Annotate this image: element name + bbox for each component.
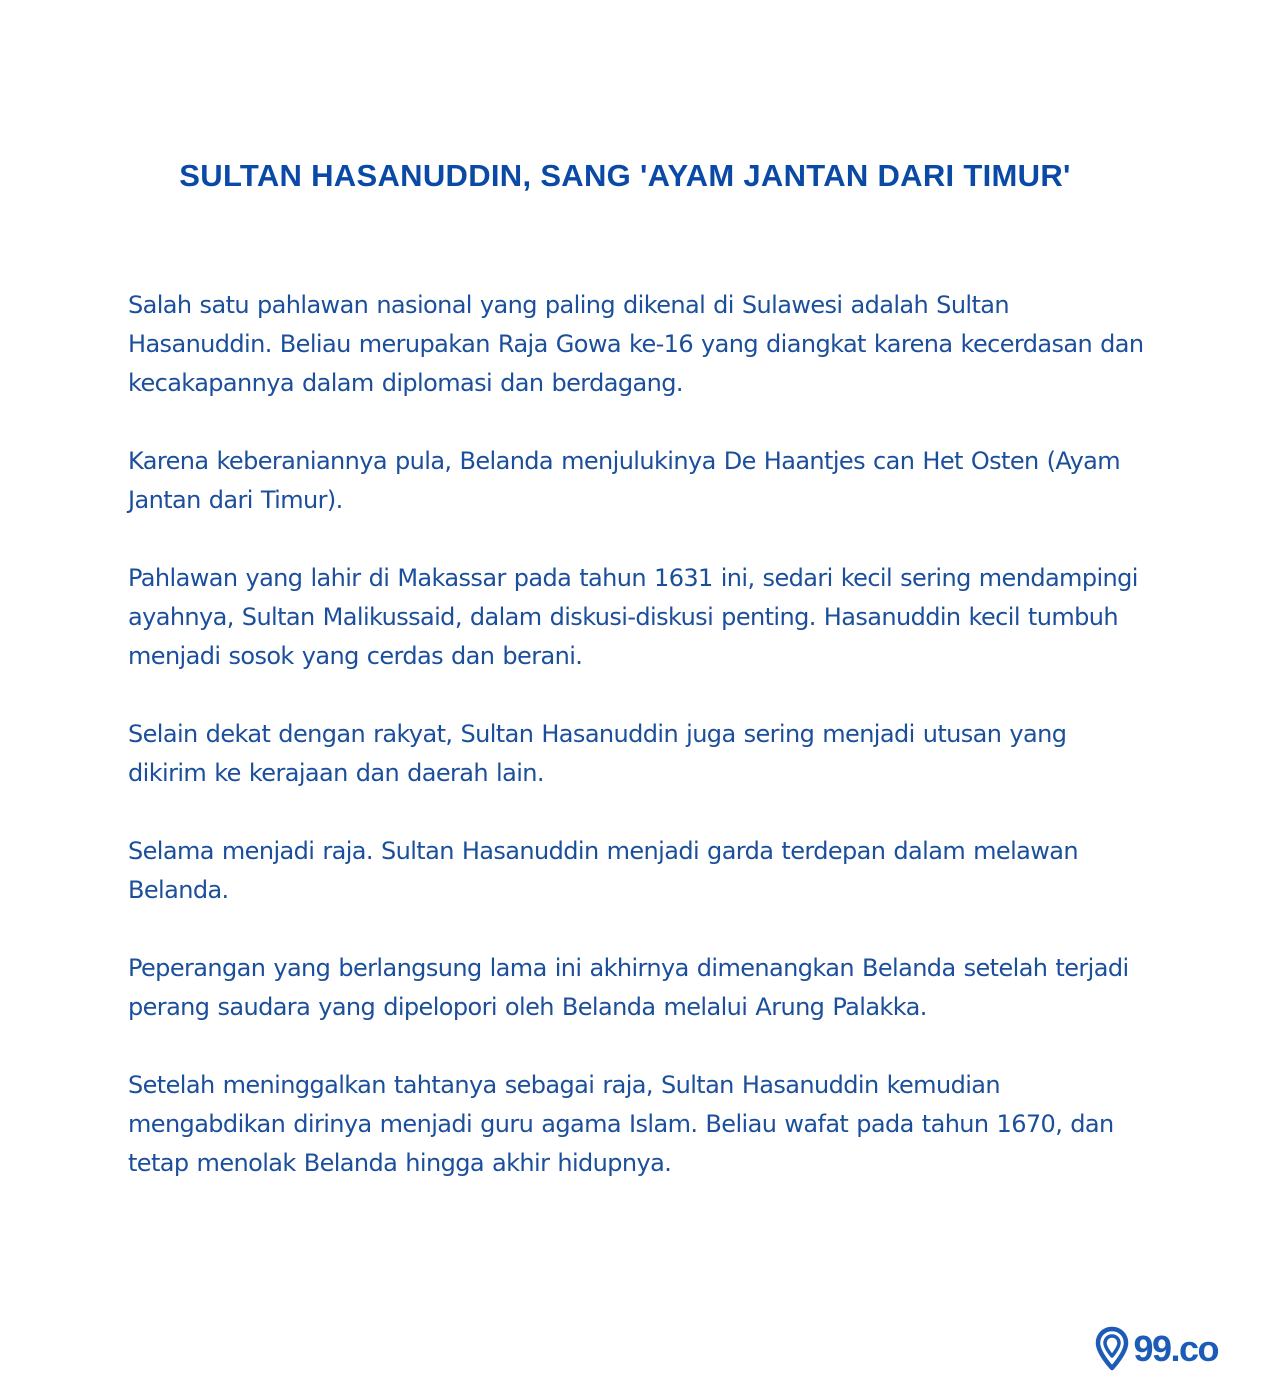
paragraph-1: Salah satu pahlawan nasional yang paling dikenal di Sulawesi adalah Sultan Hasanuddin. Beliau merupakan Raja Gowa ke-16 yang diangkat karena kecerdasan dan kecakapannya dalam diplomasi dan berdagang. <box>128 291 1144 397</box>
paragraph-7: Setelah meninggalkan tahtanya sebagai raja, Sultan Hasanuddin kemudian mengabdikan dirinya menjadi guru agama Islam. Beliau wafat pada tahun 1670, dan tetap menolak Belanda hingga akhir hidupnya. <box>128 1071 1114 1177</box>
location-pin-icon <box>1095 1326 1129 1372</box>
brand-logo <box>1095 1325 1218 1373</box>
paragraph-5: Selama menjadi raja. Sultan Hasanuddin menjadi garda terdepan dalam melawan Belanda. <box>128 837 1079 904</box>
page-title: SULTAN HASANUDDIN, SANG 'AYAM JANTAN DARI TIMUR' <box>179 158 1071 193</box>
paragraph-3: Pahlawan yang lahir di Makassar pada tahun 1631 ini, sedari kecil sering mendampingi ayahnya, Sultan Malikussaid, dalam diskusi-diskusi penting. Hasanuddin kecil tumbuh menjadi sosok yang cerdas dan berani. <box>128 564 1138 670</box>
paragraph-4: Selain dekat dengan rakyat, Sultan Hasanuddin juga sering menjadi utusan yang dikirim ke kerajaan dan daerah lain. <box>128 720 1067 787</box>
paragraph-6: Peperangan yang berlangsung lama ini akhirnya dimenangkan Belanda setelah terjadi perang saudara yang dipelopori oleh Belanda melalui Arung Palakka. <box>128 954 1129 1021</box>
brand-logo-text: 99.co <box>1133 1328 1218 1369</box>
paragraph-2: Karena keberaniannya pula, Belanda menjulukinya De Haantjes can Het Osten (Ayam Jantan dari Timur). <box>128 447 1121 514</box>
article-body <box>128 286 1148 1222</box>
